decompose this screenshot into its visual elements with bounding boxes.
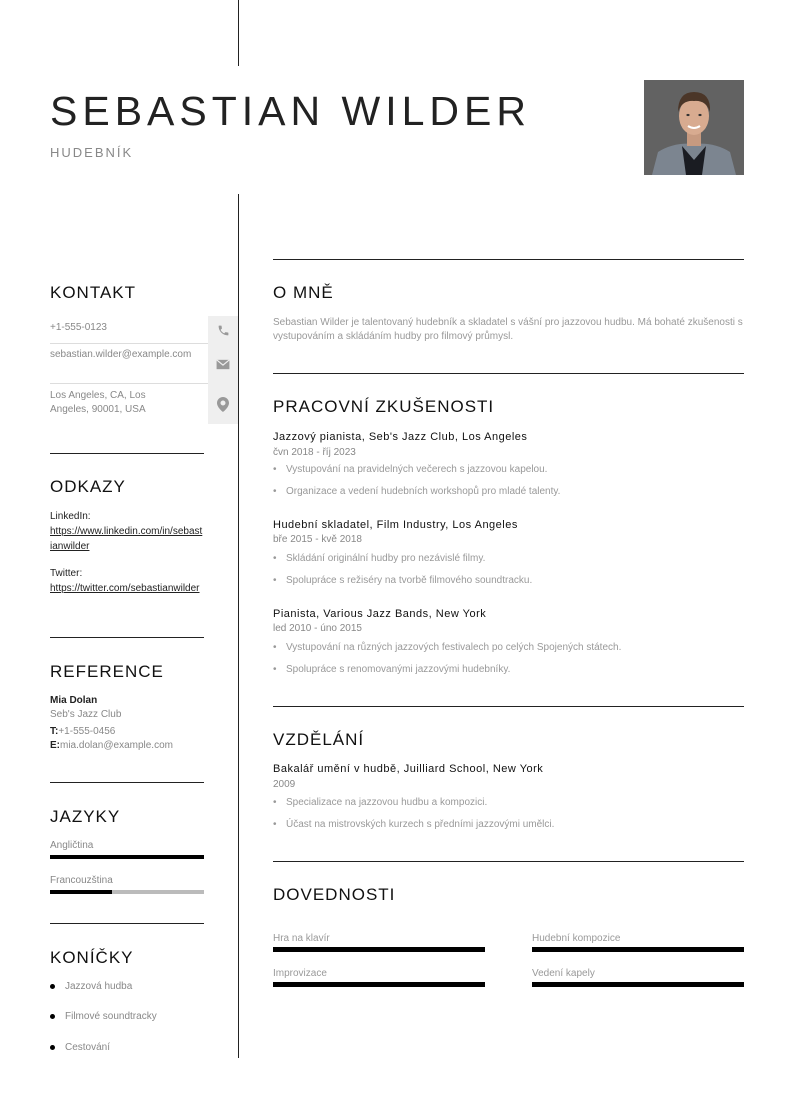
skill-item [532, 933, 744, 952]
reference-phone-line [50, 725, 204, 739]
job-bullet: • Spolupráce s režiséry na tvorbě filmového soundtracku. [273, 575, 532, 586]
skill-item [273, 933, 485, 952]
contact-phone[interactable]: +1-555-0123 [50, 322, 107, 333]
vertical-divider-top [238, 0, 239, 66]
bullet-dot-icon [50, 1014, 55, 1019]
link-linkedin-label: LinkedIn: [50, 511, 91, 522]
skill-item [532, 968, 744, 987]
language-item [50, 875, 204, 894]
hobby-item [50, 981, 132, 992]
contact-email[interactable]: sebastian.wilder@example.com [50, 349, 192, 360]
reference-heading: REFERENCE [50, 662, 164, 681]
hobbies-heading: KONÍČKY [50, 948, 134, 967]
reference-company: Seb's Jazz Club [50, 709, 122, 720]
job-title: Hudební skladatel, Film Industry, Los Angeles [273, 519, 518, 531]
education-title: Bakalář umění v hudbě, Juilliard School, New York [273, 763, 544, 775]
language-level-bar [50, 855, 204, 859]
experience-heading: PRACOVNÍ ZKUŠENOSTI [273, 397, 495, 416]
reference-email[interactable]: mia.dolan@example.com [60, 740, 173, 751]
education-bullet: • Specializace na jazzovou hudbu a kompozici. [273, 797, 487, 808]
reference-phone-label: T: [50, 726, 59, 737]
link-twitter [50, 567, 204, 596]
education-bullet: • Účast na mistrovských kurzech s předními jazzovými umělci. [273, 819, 554, 830]
reference-block [50, 694, 204, 753]
section-divider [273, 373, 744, 374]
envelope-icon [208, 344, 238, 384]
section-divider [50, 453, 204, 454]
link-linkedin-url[interactable]: https://www.linkedin.com/in/sebastianwilder [50, 526, 203, 552]
skill-name: Hudební kompozice [532, 933, 621, 944]
language-name: Francouzština [50, 875, 113, 886]
section-divider [273, 259, 744, 260]
reference-email-line [50, 739, 204, 753]
profile-photo [644, 80, 744, 175]
resume-name: SEBASTIAN WILDER [50, 88, 531, 134]
contact-address: Los Angeles, CA, Los Angeles, 90001, USA [50, 390, 146, 415]
language-level-bar [50, 890, 204, 894]
skill-level-bar [273, 947, 485, 952]
section-divider [50, 782, 204, 783]
language-level-fill [50, 855, 204, 859]
hobby-label: Cestování [65, 1042, 111, 1053]
job-date: čvn 2018 - říj 2023 [273, 447, 356, 458]
job-bullet: • Organizace a vedení hudebních workshopů pro mladé talenty. [273, 486, 560, 497]
section-divider [50, 637, 204, 638]
section-divider [50, 923, 204, 924]
job-date: led 2010 - úno 2015 [273, 623, 362, 634]
skill-name: Vedení kapely [532, 968, 595, 979]
profile-photo-portrait [644, 80, 744, 175]
hobby-item [50, 1042, 110, 1053]
hobby-item [50, 1011, 157, 1022]
about-text: Sebastian Wilder je talentovaný hudebník a skladatel s vášní pro jazzovou hudbu. Má bohaté zkušenosti s vystupováním a skládáním hudby pro filmový průmysl. [273, 317, 743, 342]
job-title: Pianista, Various Jazz Bands, New York [273, 608, 487, 620]
skill-name: Improvizace [273, 968, 327, 979]
contact-email-row [50, 344, 238, 384]
language-item [50, 840, 204, 859]
contact-address-row [50, 384, 238, 424]
section-divider [273, 706, 744, 707]
link-twitter-label: Twitter: [50, 568, 83, 579]
link-twitter-url[interactable]: https://twitter.com/sebastianwilder [50, 583, 200, 594]
about-heading: O MNĚ [273, 283, 334, 302]
links-heading: ODKAZY [50, 477, 126, 496]
bullet-dot-icon [50, 1045, 55, 1050]
skill-level-bar [273, 982, 485, 987]
education-heading: VZDĚLÁNÍ [273, 730, 365, 749]
hobby-label: Filmové soundtracky [65, 1011, 157, 1022]
job-bullet: • Spolupráce s renomovanými jazzovými hudebníky. [273, 664, 510, 675]
skill-name: Hra na klavír [273, 933, 330, 944]
skill-level-bar [532, 947, 744, 952]
job-bullet: • Vystupování na různých jazzových festivalech po celých Spojených státech. [273, 642, 621, 653]
resume-job-title: HUDEBNÍK [50, 145, 134, 160]
bullet-dot-icon [50, 984, 55, 989]
language-name: Angličtina [50, 840, 94, 851]
job-title: Jazzový pianista, Seb's Jazz Club, Los Angeles [273, 431, 528, 443]
education-date: 2009 [273, 779, 296, 790]
skill-level-bar [532, 982, 744, 987]
job-bullet: • Skládání originální hudby pro nezávislé filmy. [273, 553, 485, 564]
job-date: bře 2015 - kvě 2018 [273, 534, 362, 545]
hobby-label: Jazzová hudba [65, 981, 133, 992]
link-linkedin [50, 510, 204, 554]
job-bullet: • Vystupování na pravidelných večerech s jazzovou kapelou. [273, 464, 547, 475]
phone-icon [208, 316, 238, 344]
contact-heading: KONTAKT [50, 283, 137, 302]
languages-heading: JAZYKY [50, 807, 121, 826]
reference-name: Mia Dolan [50, 695, 98, 706]
contact-phone-row [50, 316, 238, 344]
section-divider [273, 861, 744, 862]
language-level-fill [50, 890, 112, 894]
vertical-divider [238, 194, 239, 1058]
skills-heading: DOVEDNOSTI [273, 885, 396, 904]
skill-item [273, 968, 485, 987]
reference-phone[interactable]: +1-555-0456 [58, 726, 116, 737]
reference-email-label: E: [50, 740, 60, 751]
location-pin-icon [208, 384, 238, 424]
